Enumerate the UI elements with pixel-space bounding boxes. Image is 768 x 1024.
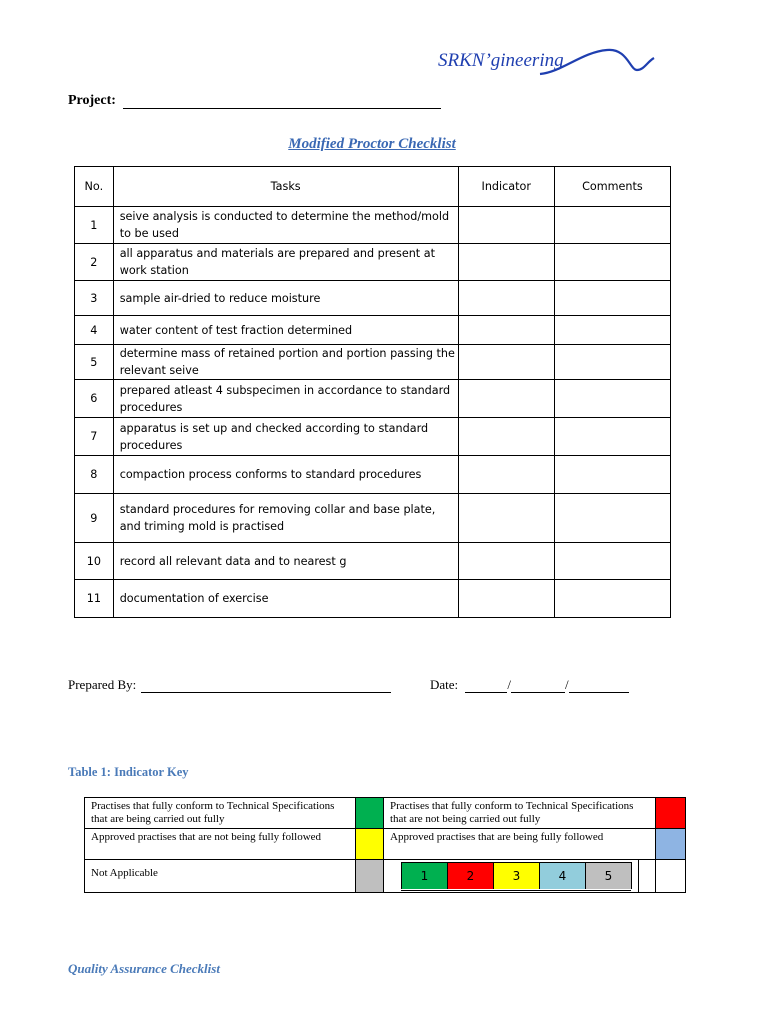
indicator-cell[interactable] — [458, 543, 554, 580]
document-title: Modified Proctor Checklist — [288, 136, 456, 152]
indicator-cell[interactable] — [458, 494, 554, 543]
row-task: all apparatus and materials are prepared and present at work station — [113, 244, 458, 281]
row-task: documentation of exercise — [113, 580, 458, 618]
key-cell — [383, 828, 656, 860]
comments-cell[interactable] — [554, 316, 670, 345]
row-task: record all relevant data and to nearest g — [113, 543, 458, 580]
table-row — [75, 418, 671, 456]
indicator-cell[interactable] — [458, 418, 554, 456]
table-row — [75, 456, 671, 494]
rating-scale — [401, 862, 631, 891]
row-number: 5 — [75, 345, 114, 380]
gray-swatch — [355, 859, 384, 893]
date-label: Date: — [430, 677, 459, 692]
scale-area-divider — [638, 859, 639, 893]
scale-cell-3: 3 — [493, 862, 540, 889]
row-task: apparatus is set up and checked according to standard procedures — [113, 418, 458, 456]
scale-area-divider — [655, 859, 656, 893]
key-cell — [84, 828, 356, 860]
red-swatch — [655, 797, 686, 829]
comments-cell[interactable] — [554, 345, 670, 380]
date-year-blank[interactable] — [569, 679, 629, 693]
blue-swatch — [655, 828, 686, 860]
row-task: standard procedures for removing collar and base plate, and triming mold is practised — [113, 494, 458, 543]
indicator-cell[interactable] — [458, 580, 554, 618]
table-row — [75, 494, 671, 543]
prepared-by-label: Prepared By: — [68, 677, 137, 692]
company-logo — [432, 42, 662, 87]
comments-cell[interactable] — [554, 207, 670, 244]
indicator-cell[interactable] — [458, 281, 554, 316]
table-row — [75, 580, 671, 618]
comments-cell[interactable] — [554, 244, 670, 281]
key-cell — [84, 859, 356, 893]
table-row — [75, 345, 671, 380]
row-task: sample air-dried to reduce moisture — [113, 281, 458, 316]
date-month-blank[interactable] — [511, 679, 565, 693]
row-number: 2 — [75, 244, 114, 281]
indicator-cell[interactable] — [458, 244, 554, 281]
prepared-by-field — [68, 677, 391, 693]
comments-cell[interactable] — [554, 418, 670, 456]
comments-cell[interactable] — [554, 380, 670, 418]
header-comments: Comments — [554, 167, 670, 207]
table-header-row — [75, 167, 671, 207]
key-cell — [383, 797, 656, 829]
row-number: 11 — [75, 580, 114, 618]
comments-cell[interactable] — [554, 494, 670, 543]
header-no: No. — [75, 167, 114, 207]
project-label: Project: — [68, 93, 116, 108]
row-number: 7 — [75, 418, 114, 456]
scale-cell-1: 1 — [401, 862, 448, 889]
table-row — [75, 244, 671, 281]
project-blank-line[interactable] — [123, 94, 441, 109]
comments-cell[interactable] — [554, 580, 670, 618]
indicator-cell[interactable] — [458, 380, 554, 418]
row-number: 3 — [75, 281, 114, 316]
key-text: Not Applicable — [91, 867, 158, 879]
scale-cell-5: 5 — [585, 862, 632, 889]
date-separator: / — [507, 677, 512, 692]
indicator-cell[interactable] — [458, 456, 554, 494]
comments-cell[interactable] — [554, 456, 670, 494]
key-text: Practises that fully conform to Technical Specifications that are not being carried out fully — [390, 800, 634, 825]
date-separator: / — [565, 677, 569, 692]
row-task: water content of test fraction determined — [113, 316, 458, 345]
date-day-blank[interactable] — [465, 679, 507, 693]
table-row — [75, 380, 671, 418]
project-field — [68, 93, 441, 109]
table-row — [75, 281, 671, 316]
header-indicator: Indicator — [458, 167, 554, 207]
row-task: seive analysis is conducted to determine the method/mold to be used — [113, 207, 458, 244]
table-row — [75, 207, 671, 244]
green-swatch — [355, 797, 384, 829]
row-number: 4 — [75, 316, 114, 345]
key-text: Approved practises that are being fully followed — [390, 831, 604, 843]
header-tasks: Tasks — [113, 167, 458, 207]
key-cell — [84, 797, 356, 829]
prepared-by-blank-line[interactable] — [141, 679, 391, 693]
yellow-swatch — [355, 828, 384, 860]
logo-text: SRKN’gineering — [438, 50, 564, 71]
row-task: prepared atleast 4 subspecimen in accordance to standard procedures — [113, 380, 458, 418]
comments-cell[interactable] — [554, 281, 670, 316]
table-row — [75, 316, 671, 345]
row-number: 8 — [75, 456, 114, 494]
row-number: 10 — [75, 543, 114, 580]
table-row — [75, 543, 671, 580]
indicator-key-title: Table 1: Indicator Key — [68, 765, 189, 779]
row-task: compaction process conforms to standard procedures — [113, 456, 458, 494]
key-text: Practises that fully conform to Technical Specifications that are being carried out fully — [91, 800, 335, 825]
comments-cell[interactable] — [554, 543, 670, 580]
scale-cell-4: 4 — [539, 862, 586, 889]
indicator-cell[interactable] — [458, 345, 554, 380]
scale-cell-2: 2 — [447, 862, 494, 889]
row-task: determine mass of retained portion and portion passing the relevant seive — [113, 345, 458, 380]
checklist-table — [74, 166, 671, 618]
indicator-cell[interactable] — [458, 207, 554, 244]
row-number: 9 — [75, 494, 114, 543]
row-number: 6 — [75, 380, 114, 418]
date-field — [430, 677, 629, 693]
key-text: Approved practises that are not being fully followed — [91, 831, 322, 843]
quality-assurance-title: Quality Assurance Checklist — [68, 961, 220, 976]
row-number: 1 — [75, 207, 114, 244]
indicator-cell[interactable] — [458, 316, 554, 345]
